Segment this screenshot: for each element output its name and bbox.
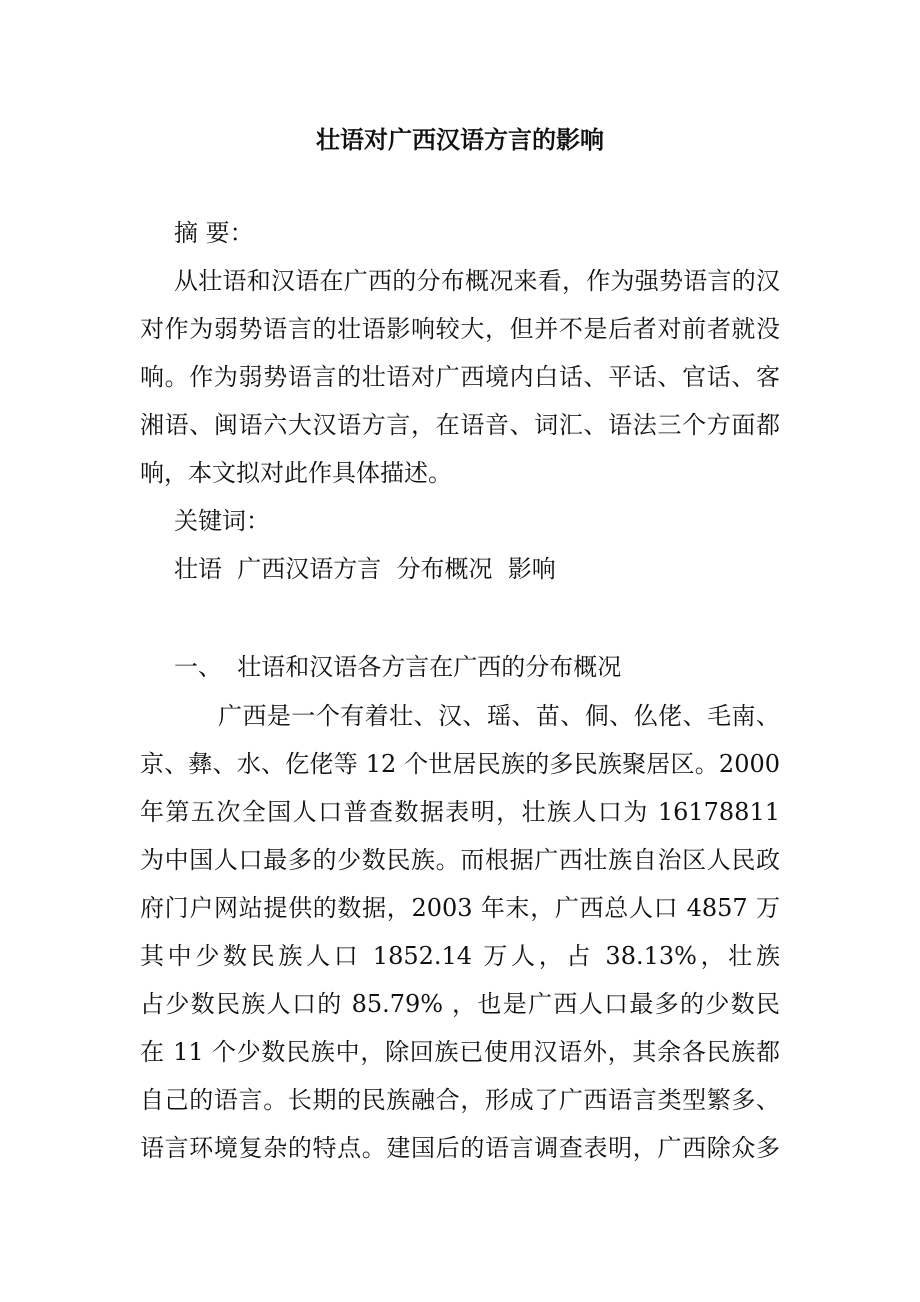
body-line: 为中国人口最多的少数民族。而根据广西壮族自治区人民政: [140, 846, 780, 874]
body-line: 其中少数民族人口 1852.14 万人，占 38.13%，壮族: [140, 942, 780, 970]
keywords: 壮语 广西汉语方言 分布概况 影响: [174, 555, 556, 583]
body-line: 在 11 个少数民族中，除回族已使用汉语外，其余各民族都: [140, 1038, 780, 1066]
abstract-line: 响，本文拟对此作具体描述。: [140, 459, 452, 487]
abstract-line: 对作为弱势语言的壮语影响较大，但并不是后者对前者就没: [140, 315, 780, 343]
abstract-line: 从壮语和汉语在广西的分布概况来看，作为强势语言的汉: [174, 267, 780, 295]
section-heading: 一、 壮语和汉语各方言在广西的分布概况: [174, 653, 622, 681]
document-title: 壮语对广西汉语方言的影响: [316, 125, 604, 154]
abstract-label: 摘 要：: [174, 219, 254, 247]
body-line: 府门户网站提供的数据，2003 年末，广西总人口 4857 万: [140, 894, 780, 922]
keywords-label: 关键词：: [174, 507, 270, 535]
body-line: 语言环境复杂的特点。建国后的语言调查表明，广西除众多: [140, 1134, 780, 1162]
body-line: 京、彝、水、仡佬等 12 个世居民族的多民族聚居区。2000: [140, 750, 780, 778]
abstract-line: 响。作为弱势语言的壮语对广西境内白话、平话、官话、客: [140, 363, 780, 391]
body-line: 年第五次全国人口普查数据表明，壮族人口为 16178811: [140, 798, 780, 826]
body-line: 广西是一个有着壮、汉、瑶、苗、侗、仫佬、毛南、: [218, 702, 780, 730]
body-line: 自己的语言。长期的民族融合，形成了广西语言类型繁多、: [140, 1086, 780, 1114]
abstract-line: 湘语、闽语六大汉语方言，在语音、词汇、语法三个方面都: [140, 411, 780, 439]
body-line: 占少数民族人口的 85.79% ，也是广西人口最多的少数民: [140, 990, 780, 1018]
